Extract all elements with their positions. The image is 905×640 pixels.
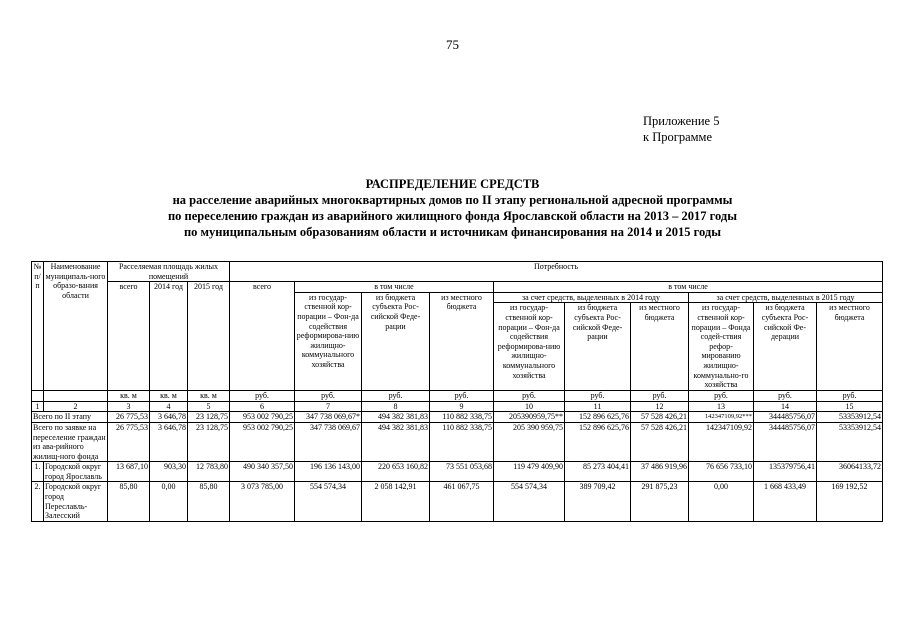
unit-cell: руб. [565, 390, 631, 401]
header-need-total: всего [230, 282, 295, 391]
table-cell: 347 738 069,67* [295, 412, 362, 423]
header-local-2015: из местного бюджета [817, 303, 883, 390]
row-number: 2. [32, 482, 44, 521]
table-cell: 344485756,07 [754, 422, 817, 461]
table-cell: 347 738 069,67 [295, 422, 362, 461]
table-cell: 1 668 433,49 [754, 482, 817, 521]
title-line-3: по переселению граждан из аварийного жилищного фонда Ярославской области на 2013 – 2017 годы [167, 209, 737, 223]
column-number: 8 [362, 401, 430, 412]
header-area-2015: 2015 год [188, 282, 230, 391]
table-cell: 0,00 [150, 482, 188, 521]
header-municipality: Наименование муниципаль-ного образо-вания области [44, 262, 108, 391]
unit-cell: кв. м [108, 390, 150, 401]
header-incl: в том числе [295, 282, 494, 293]
row-label: Городской округ город Переславль-Залесский [44, 482, 108, 521]
header-area-group: Расселяемая площадь жилых помещений [108, 262, 230, 282]
column-number: 1 [32, 401, 44, 412]
table-row [32, 412, 883, 423]
unit-cell: руб. [230, 390, 295, 401]
header-incl-2: в том числе [494, 282, 883, 293]
table-cell: 554 574,34 [295, 482, 362, 521]
table-cell: 461 067,75 [430, 482, 494, 521]
appendix-note [643, 113, 719, 145]
table-cell: 142347109,92 [689, 422, 754, 461]
header-year-2015: за счет средств, выделенных в 2015 году [689, 292, 883, 303]
table-cell: 37 486 919,96 [631, 462, 689, 482]
table-cell: 554 574,34 [494, 482, 565, 521]
table-cell: 53353912,54 [817, 412, 883, 423]
header-local: из местного бюджета [430, 292, 494, 390]
table-cell: 76 656 733,10 [689, 462, 754, 482]
column-number: 7 [295, 401, 362, 412]
table-cell: 142347109,92*** [689, 412, 754, 423]
table-cell: 73 551 053,68 [430, 462, 494, 482]
header-fund-2015: из государ-ственной кор-порации – Фонда содей-ствия рефор-мированию жилищно-коммунально-го хозяйства [689, 303, 754, 390]
table-cell: 13 687,10 [108, 462, 150, 482]
table-cell: 57 528 426,21 [631, 422, 689, 461]
table-cell: 85,80 [108, 482, 150, 521]
table-cell: 26 775,53 [108, 422, 150, 461]
table-cell: 26 775,53 [108, 412, 150, 423]
table-cell: 389 709,42 [565, 482, 631, 521]
header-row-2 [32, 282, 883, 293]
appendix-line-2: к Программе [643, 130, 713, 144]
column-number: 3 [108, 401, 150, 412]
table-cell: 23 128,75 [188, 412, 230, 423]
table-cell: 85 273 404,41 [565, 462, 631, 482]
table-cell: 220 653 160,82 [362, 462, 430, 482]
unit-cell: руб. [295, 390, 362, 401]
column-number: 6 [230, 401, 295, 412]
table-cell: 903,30 [150, 462, 188, 482]
unit-cell: руб. [817, 390, 883, 401]
table-cell: 169 192,52 [817, 482, 883, 521]
table-cell: 2 058 142,91 [362, 482, 430, 521]
table-cell: 110 882 338,75 [430, 422, 494, 461]
table-cell: 53353912,54 [817, 422, 883, 461]
column-number: 5 [188, 401, 230, 412]
unit-cell: руб. [362, 390, 430, 401]
header-area-total: всего [108, 282, 150, 391]
unit-cell: руб. [689, 390, 754, 401]
table-cell: 205390959,75** [494, 412, 565, 423]
header-num: № п/п [32, 262, 44, 391]
header-fund: из государ-ственной кор-порации – Фон-да содействия реформирова-нию жилищно-коммунального хозяйства [295, 292, 362, 390]
table-cell: 494 382 381,83 [362, 422, 430, 461]
distribution-table [31, 261, 883, 522]
unit-cell: кв. м [150, 390, 188, 401]
column-number: 9 [430, 401, 494, 412]
table-cell: 12 783,80 [188, 462, 230, 482]
table-cell: 110 882 338,75 [430, 412, 494, 423]
column-number: 2 [44, 401, 108, 412]
table-cell: 494 382 381,83 [362, 412, 430, 423]
table-cell: 291 875,23 [631, 482, 689, 521]
units-row [32, 390, 883, 401]
column-number: 12 [631, 401, 689, 412]
title-line-1: РАСПРЕДЕЛЕНИЕ СРЕДСТВ [365, 177, 540, 191]
row-label: Всего по заявке на переселение граждан из ава-рийного жилищ-ного фонда [33, 422, 106, 461]
unit-cell: руб. [494, 390, 565, 401]
table-cell: 23 128,75 [188, 422, 230, 461]
table-cell: 152 896 625,76 [565, 422, 631, 461]
table-row [32, 482, 883, 521]
row-label: Всего по II этапу [32, 412, 108, 423]
unit-cell: кв. м [188, 390, 230, 401]
table-cell: 85,80 [188, 482, 230, 521]
table-cell: 3 646,78 [150, 422, 188, 461]
table-cell: 152 896 625,76 [565, 412, 631, 423]
table-cell: 953 002 790,25 [230, 422, 295, 461]
header-year-2014: за счет средств, выделенных в 2014 году [494, 292, 689, 303]
unit-cell: руб. [631, 390, 689, 401]
column-number: 14 [754, 401, 817, 412]
header-need: Потребность [230, 262, 883, 282]
table-cell: 953 002 790,25 [230, 412, 295, 423]
document-title [0, 176, 905, 240]
row-label: Городской округ город Ярославль [44, 462, 108, 482]
unit-cell: руб. [754, 390, 817, 401]
row-number: 1. [32, 462, 44, 482]
header-regional-2015: из бюджета субъекта Рос-сийской Фе-дерации [754, 303, 817, 390]
table-row [32, 422, 883, 461]
table-cell: 36064133,72 [817, 462, 883, 482]
table-cell: 0,00 [689, 482, 754, 521]
page-number: 75 [446, 37, 459, 52]
table-cell: 135379756,41 [754, 462, 817, 482]
header-regional-2014: из бюджета субъекта Рос-сийской Феде-рации [565, 303, 631, 390]
column-number: 10 [494, 401, 565, 412]
table-cell: 3 073 785,00 [230, 482, 295, 521]
table-cell: 490 340 357,50 [230, 462, 295, 482]
column-number: 11 [565, 401, 631, 412]
table-cell: 205 390 959,75 [494, 422, 565, 461]
unit-cell: руб. [430, 390, 494, 401]
column-number: 4 [150, 401, 188, 412]
header-fund-2014: из государ-ственной кор-порации – Фон-да содействия реформирова-нию жилищно-коммунального хозяйства [494, 303, 565, 390]
table-cell: 57 528 426,21 [631, 412, 689, 423]
table-row [32, 462, 883, 482]
header-local-2014: из местного бюджета [631, 303, 689, 390]
appendix-line-1: Приложение 5 [643, 114, 720, 128]
column-number: 15 [817, 401, 883, 412]
header-row-1 [32, 262, 883, 282]
title-line-2: на расселение аварийных многоквартирных домов по II этапу региональной адресной программы [172, 193, 733, 207]
table-cell: 196 136 143,00 [295, 462, 362, 482]
title-line-4: по муниципальным образованиям области и источникам финансирования на 2014 и 2015 годы [183, 225, 722, 239]
column-number: 13 [689, 401, 754, 412]
header-area-2014: 2014 год [150, 282, 188, 391]
column-numbers-row [32, 401, 883, 412]
table-cell: 119 479 409,90 [494, 462, 565, 482]
header-regional: из бюджета субъекта Рос-сийской Феде-рации [362, 292, 430, 390]
table-cell: 3 646,78 [150, 412, 188, 423]
table-cell: 344485756,07 [754, 412, 817, 423]
